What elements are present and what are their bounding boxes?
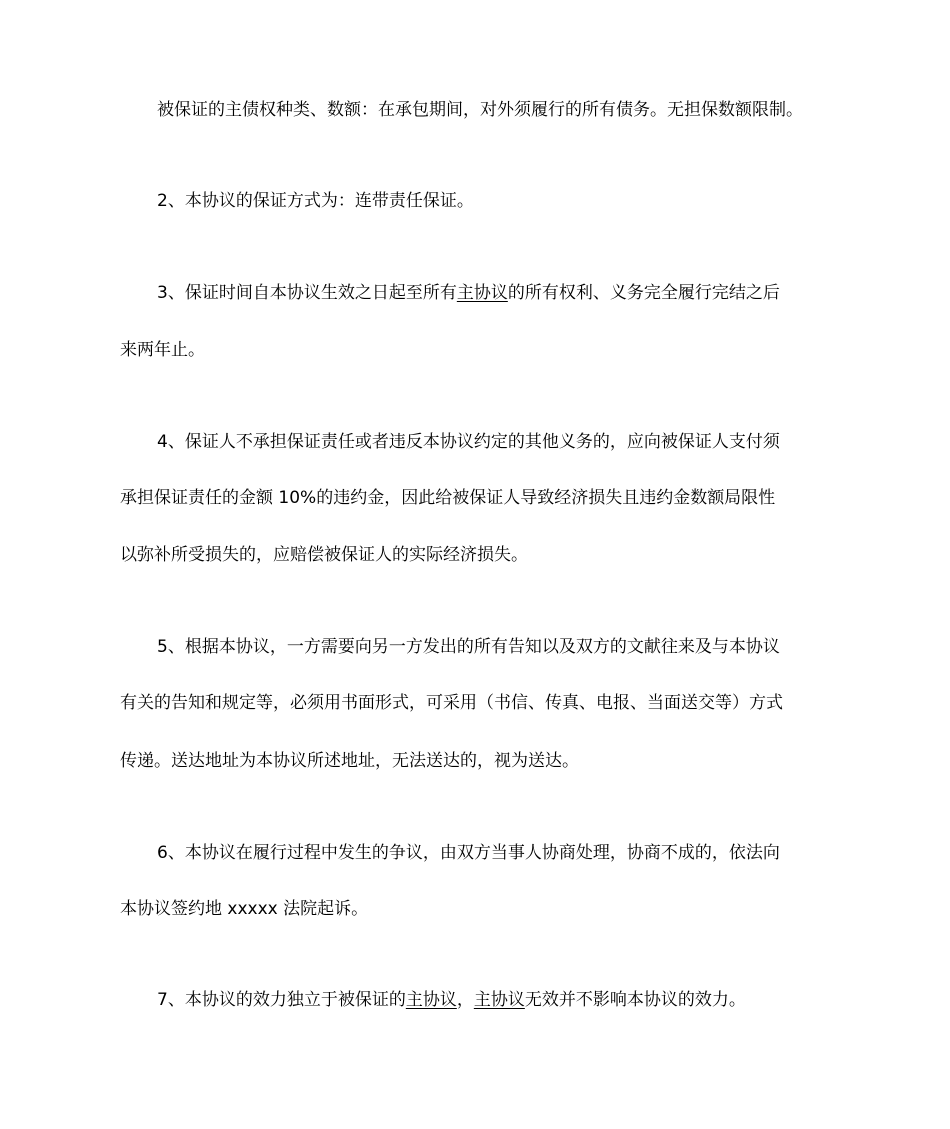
paragraph-2-line-1 bbox=[157, 189, 847, 213]
paragraph-5-line-1 bbox=[157, 635, 847, 659]
text: 5、根据本协议，一方需要向另一方发出的所有告知以及双方的文献往来及与本协议 bbox=[157, 637, 780, 657]
text: 来两年止。 bbox=[120, 340, 205, 360]
paragraph-4-line-2 bbox=[120, 486, 840, 510]
paragraph-4-line-1 bbox=[157, 430, 847, 454]
underlined-term: 主协议 bbox=[473, 990, 525, 1010]
paragraph-1-line-1 bbox=[157, 98, 847, 122]
paragraph-5-line-3 bbox=[120, 749, 840, 773]
text: 传递。送达地址为本协议所述地址，无法送达的，视为送达。 bbox=[120, 751, 579, 771]
text: 被保证的主债权种类、数额：在承包期间，对外须履行的所有债务。无担保数额限制。 bbox=[157, 100, 803, 120]
paragraph-3-line-2 bbox=[120, 338, 840, 362]
text: 3、保证时间自本协议生效之日起至所有 bbox=[157, 283, 457, 303]
paragraph-4-line-3 bbox=[120, 543, 840, 567]
text: 7、本协议的效力独立于被保证的 bbox=[157, 990, 406, 1010]
paragraph-6-line-1 bbox=[157, 841, 847, 865]
text: 承担保证责任的金额 10%的违约金，因此给被保证人导致经济损失且违约金数额局限性 bbox=[120, 488, 776, 508]
text: 4、保证人不承担保证责任或者违反本协议约定的其他义务的，应向被保证人支付须 bbox=[157, 432, 780, 452]
text: 无效并不影响本协议的效力。 bbox=[524, 990, 746, 1010]
text: 本协议签约地 xxxxx 法院起诉。 bbox=[120, 899, 369, 919]
paragraph-6-line-2 bbox=[120, 897, 840, 921]
paragraph-3-line-1 bbox=[157, 281, 847, 305]
text: 的所有权利、义务完全履行完结之后 bbox=[507, 283, 780, 303]
underlined-term: 主协议 bbox=[456, 283, 508, 303]
text: 以弥补所受损失的，应赔偿被保证人的实际经济损失。 bbox=[120, 545, 528, 565]
text: 2、本协议的保证方式为：连带责任保证。 bbox=[157, 191, 474, 211]
paragraph-5-line-2 bbox=[120, 691, 840, 715]
text: ， bbox=[456, 990, 474, 1010]
paragraph-7-line-1 bbox=[157, 988, 847, 1012]
text: 有关的告知和规定等，必须用书面形式，可采用（书信、传真、电报、当面送交等）方式 bbox=[120, 693, 783, 713]
text: 6、本协议在履行过程中发生的争议，由双方当事人协商处理，协商不成的，依法向 bbox=[157, 843, 780, 863]
underlined-term: 主协议 bbox=[405, 990, 457, 1010]
